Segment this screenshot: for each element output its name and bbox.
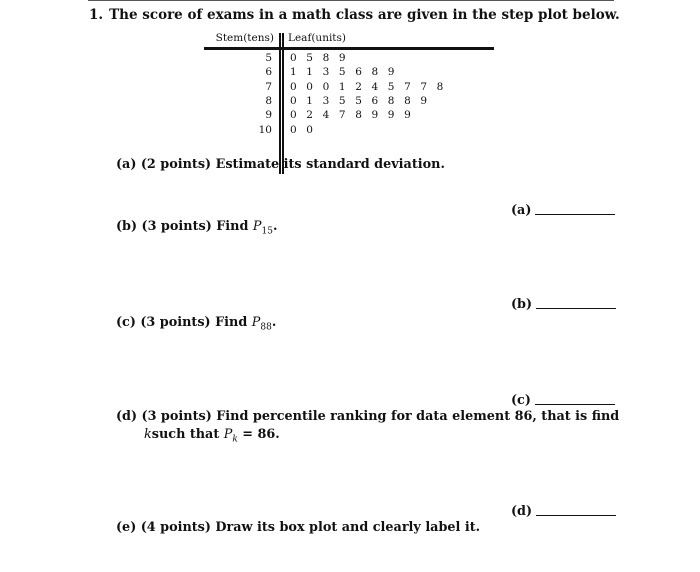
leaf-digit: 4: [322, 109, 330, 122]
part-d-math-p: P: [223, 427, 233, 442]
answer-b-label: (b): [511, 297, 533, 312]
leaf-digit: 9: [387, 109, 395, 122]
leaf-digit: 2: [306, 109, 313, 122]
leaf-digit: 1: [306, 66, 313, 79]
part-b-sub: 15: [261, 226, 273, 237]
leaf-digit: 1: [306, 94, 313, 107]
leaf-digit: 0: [306, 123, 313, 136]
leaf-values: [290, 95, 437, 107]
leaf-digit: 7: [404, 80, 411, 93]
leaf-digit: 1: [338, 80, 346, 93]
part-c-tail: .: [271, 315, 277, 330]
leaf-digit: 0: [306, 80, 313, 93]
answer-b: [511, 297, 616, 312]
leaf-digit: 6: [355, 66, 362, 79]
part-b-text: Find: [216, 219, 249, 234]
part-d-equation: = 86.: [242, 427, 280, 442]
part-c-label: (c) (3 points): [116, 315, 211, 330]
leaf-digit: 8: [322, 52, 330, 64]
top-rule: [88, 0, 614, 1]
part-a-text: Estimate its standard deviation.: [215, 157, 445, 172]
question-number: 1.: [89, 7, 104, 23]
part-d-line2: [144, 427, 280, 445]
answer-b-blank[interactable]: [536, 308, 616, 309]
answer-a-label: (a): [511, 203, 532, 218]
leaf-digit: 4: [371, 80, 379, 93]
leaf-digit: 0: [290, 123, 297, 136]
leaf-digit: 9: [338, 52, 346, 64]
header-rule: [204, 47, 494, 50]
part-d-sub-k: k: [232, 434, 238, 445]
leaf-digit: 5: [387, 80, 395, 93]
leaf-digit: 6: [371, 94, 379, 107]
stem-value: 10: [258, 123, 272, 136]
leaf-digit: 5: [338, 94, 346, 107]
divider-line: [279, 33, 281, 174]
leaf-values: [290, 52, 355, 64]
answer-d: [511, 504, 616, 519]
leaf-values: [290, 81, 453, 93]
leaf-values: [290, 109, 420, 121]
stem-value: 9: [265, 109, 272, 122]
part-d: [116, 409, 619, 424]
answer-d-label: (d): [511, 504, 533, 519]
part-e: [116, 520, 480, 535]
leaf-digit: 9: [420, 94, 428, 107]
leaf-header: Leaf(units): [288, 32, 347, 44]
part-e-text: Draw its box plot and clearly label it.: [215, 520, 481, 535]
answer-a: [511, 203, 615, 218]
leaf-digit: 0: [290, 52, 297, 64]
answer-c: [511, 393, 615, 408]
leaf-digit: 0: [290, 80, 297, 93]
divider-line: [282, 33, 284, 174]
leaf-digit: 7: [420, 80, 428, 93]
answer-c-label: (c): [511, 393, 531, 408]
part-d-label: (d) (3 points): [116, 409, 212, 424]
leaf-digit: 9: [387, 66, 395, 79]
part-b-math: P: [252, 219, 262, 234]
leaf-values: [290, 66, 404, 78]
stem-value: 5: [265, 52, 272, 64]
part-b-tail: .: [272, 219, 278, 234]
leaf-digit: 8: [387, 94, 395, 107]
question-text: The score of exams in a math class are given in the step plot below.: [109, 7, 620, 23]
leaf-digit: 8: [371, 66, 379, 79]
part-c-text: Find: [215, 315, 248, 330]
part-c-math: P: [251, 315, 261, 330]
leaf-digit: 8: [355, 109, 362, 122]
leaf-digit: 0: [290, 109, 297, 122]
answer-c-blank[interactable]: [535, 404, 615, 405]
leaf-digit: 0: [322, 80, 330, 93]
leaf-digit: 5: [306, 52, 313, 64]
leaf-digit: 5: [355, 94, 362, 107]
part-d-text: Find percentile ranking for data element 86, that is find: [216, 409, 620, 424]
part-b: [116, 219, 277, 237]
leaf-digit: 1: [290, 66, 297, 79]
leaf-digit: 8: [404, 94, 411, 107]
leaf-digit: 3: [322, 66, 330, 79]
part-d-line2-text: such that: [151, 427, 220, 442]
part-c-sub: 88: [260, 322, 272, 333]
part-c: [116, 315, 276, 333]
leaf-digit: 9: [404, 109, 411, 122]
question-heading: [89, 7, 620, 23]
leaf-digit: 3: [322, 94, 330, 107]
stem-value: 6: [265, 66, 272, 79]
leaf-values: [290, 124, 323, 136]
leaf-digit: 9: [371, 109, 379, 122]
leaf-digit: 0: [290, 94, 297, 107]
part-a: [116, 157, 445, 172]
answer-d-blank[interactable]: [536, 515, 616, 516]
stem-header: Stem(tens): [215, 32, 274, 44]
stem-value: 7: [265, 80, 272, 93]
part-a-label: (a) (2 points): [116, 157, 212, 172]
stem-value: 8: [265, 94, 272, 107]
leaf-digit: 7: [338, 109, 346, 122]
leaf-digit: 2: [355, 80, 362, 93]
leaf-digit: 8: [436, 80, 444, 93]
leaf-digit: 5: [338, 66, 346, 79]
part-e-label: (e) (4 points): [116, 520, 211, 535]
part-d-math-k: k: [144, 427, 152, 442]
answer-a-blank[interactable]: [535, 214, 615, 215]
part-b-label: (b) (3 points): [116, 219, 212, 234]
